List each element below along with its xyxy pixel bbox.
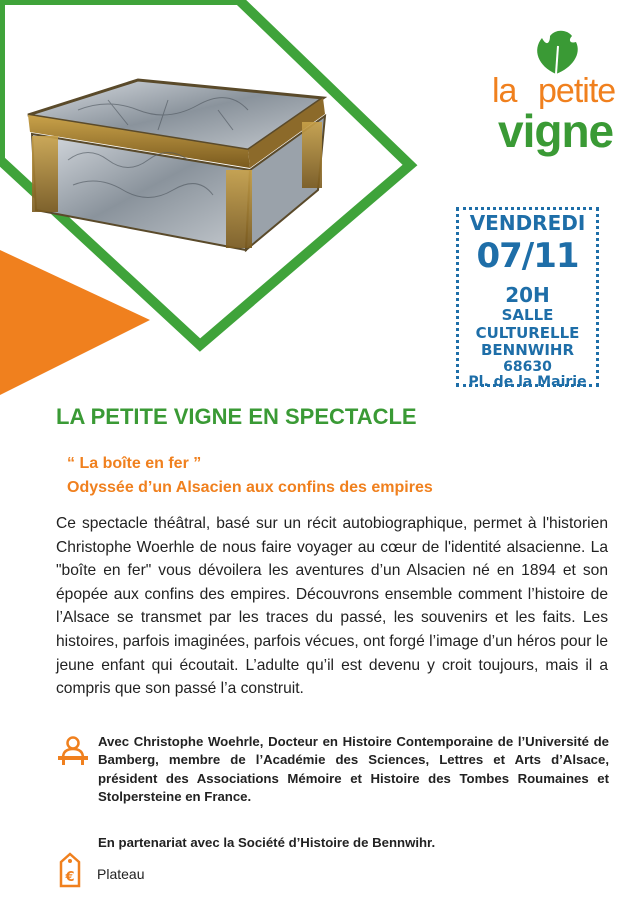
event-day: VENDREDI [469, 211, 586, 235]
page-title: LA PETITE VIGNE EN SPECTACLE [56, 404, 417, 429]
event-venue-line: 68630 [503, 359, 552, 375]
price-label: Plateau [97, 866, 145, 882]
show-title: “ La boîte en fer ” [67, 455, 202, 472]
vine-leaf-icon [528, 26, 586, 78]
speaker-info: Avec Christophe Woehrle, Docteur en Histoire Contemporaine de l’Université de Bamberg, membre de l’Académie des Sciences, Lettres et Arts d’Alsace, président des Associations Mémoire et Histoire des Tombes Roumaines et Stolpersteine en France. [98, 734, 609, 805]
show-subtitle: Odyssée d’un Alsacien aux confins des empires [67, 479, 433, 496]
partner-info: En partenariat avec la Société d’Histoire de Bennwihr. [98, 835, 436, 850]
svg-text:€: € [65, 870, 75, 885]
price-tag-euro-icon [57, 852, 83, 888]
logo-text-la: la [492, 72, 517, 110]
lecturer-icon [56, 736, 90, 766]
event-venue-line: Pl. de la Mairie [468, 374, 587, 390]
logo-text-vigne: vigne [498, 105, 614, 157]
iron-box-image [18, 70, 336, 254]
event-venue-line: SALLE [501, 306, 554, 324]
event-date: 07/11 [476, 236, 579, 276]
description-paragraph: Ce spectacle théâtral, basé sur un récit autobiographique, permet à l'historien Christophe Woerhle de nous faire voyager au cœur de l'identité alsacienne. La "boîte en fer" vous dévoilera les aventures d’un Alsacien né en 1894 et son épopée aux confins des empires. Découvrons ensemble comment l’histoire de l’Alsace se transmet par les traces du passé, les souvenirs et les faits. Les histoires, parfois imaginées, parfois vécues, ont forgé l’image d’un héros pour le jeune enfant qui écoutait. L’adulte qu’il est devenu y croit toujours, mais il a compris que son passé l’a construit. [56, 515, 608, 698]
event-venue-line: BENNWIHR [480, 341, 575, 359]
event-time: 20H [505, 283, 550, 307]
event-venue-line: CULTURELLE [475, 324, 580, 342]
logo-text-petite: petite [538, 72, 616, 110]
